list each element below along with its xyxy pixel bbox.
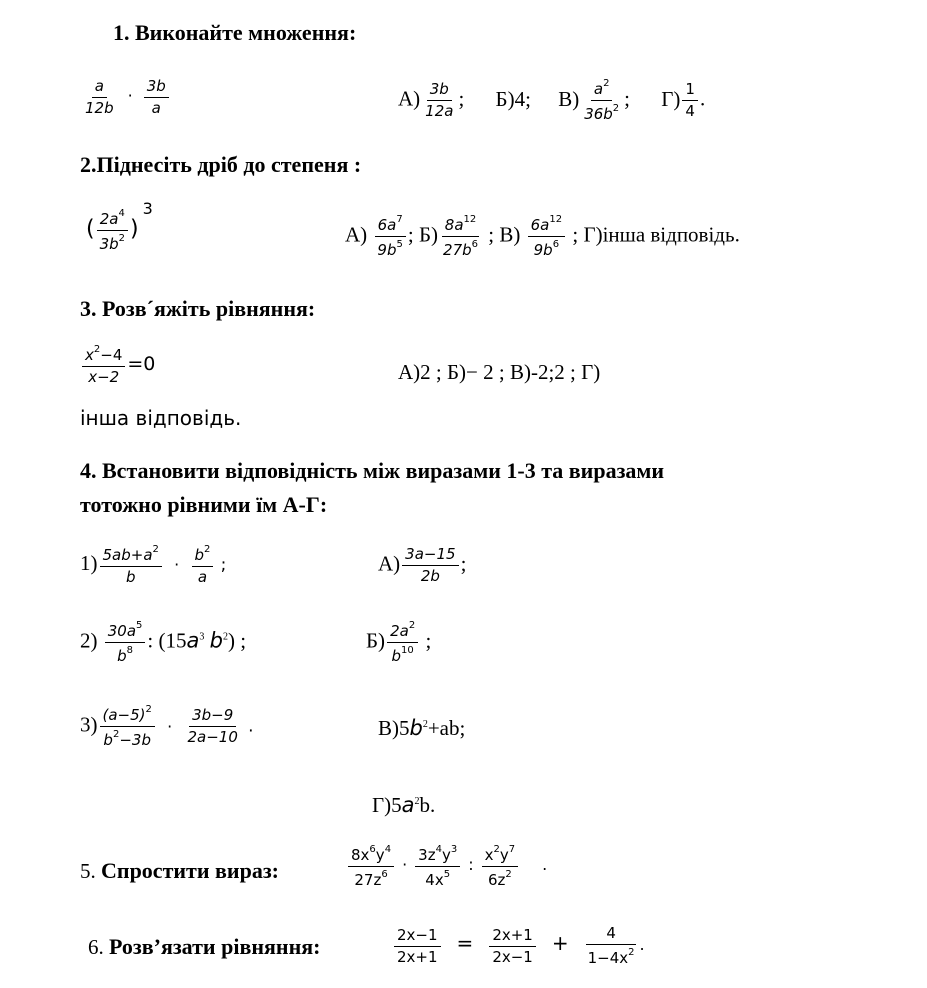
- q4-heading-line1: 4. Встановити відповідність між виразами 1-3 та виразами: [80, 458, 665, 483]
- q4-e1-fraction-2: $\frac{b^2}{a}$: [192, 544, 214, 587]
- q4-answer-b: Б) $\frac{2a^2}{b^{10}}$ ;: [366, 620, 432, 666]
- q4-answer-v: $В)5b^2+ab$;: [378, 716, 466, 740]
- q4-e3-fraction-1: $\frac{(a-5)^2}{b^2-3b}$: [100, 704, 155, 750]
- q3-options-continued: інша відповідь.: [80, 406, 242, 430]
- q6-fraction-3: $\frac{4}{1-4x^2}$: [587, 924, 635, 968]
- q1-fraction-1: $\frac{a}{12b}$: [85, 77, 114, 118]
- q4-answer-a: А) $\frac{3a-15}{2b}$ ;: [378, 545, 467, 586]
- q4-expression-2: 2) $\frac{30a^5}{b^8}$ : ($15a^3$ $b^2$) ;: [80, 620, 247, 666]
- q6-fraction-2: $\frac{2x+1}{2x-1}$: [489, 927, 536, 967]
- q4-expression-1: 1) $\frac{5ab+a^2}{b}$ · $\frac{b^2}{a}$ ;: [80, 544, 227, 587]
- q1-option-v-fraction: $\frac{a^2}{36b^2}$: [584, 78, 620, 124]
- q4-expression-3: 3) $\frac{(a-5)^2}{b^2-3b}$ · $\frac{3b-9}{2a-10}$ .: [80, 704, 254, 750]
- q1-options: А) $\frac{3b}{12a}$ ; Б)4; В) $\frac{a^2}{36b^2}$ ; Г) $\frac{1}{4}$ .: [398, 78, 706, 124]
- q3-fraction: $\frac{x^2-4}{x-2}$: [82, 344, 125, 387]
- q6-fraction-1: $\frac{2x-1}{2x+1}$: [394, 927, 441, 967]
- q2-heading: 2.Піднесіть дріб до степеня :: [80, 152, 362, 177]
- q1-fraction-2: $\frac{3b}{a}$: [144, 78, 169, 118]
- q1-heading: 1. Виконайте множення:: [113, 20, 357, 45]
- q2-expression: ( $\frac{2a^4}{3b^2}$ )$^3$: [86, 198, 153, 254]
- q1-option-a-fraction: $\frac{3b}{12a}$: [425, 80, 454, 121]
- q5-fraction-1: $\frac{8x^6y^4}{27z^6}$: [348, 844, 394, 890]
- q5-expression: $\frac{8x^6y^4}{27z^6}$ · $\frac{3z^4y^3}{4x^5}$ : $\frac{x^2y^7}{6z^2}$ .: [346, 844, 552, 890]
- q3-heading: 3. Розв´яжіть рівняння:: [80, 296, 316, 321]
- q2-option-v-fraction: $\frac{6a^{12}}{9b^6}$: [528, 214, 565, 260]
- q4-answer-a-fraction: $\frac{3a-15}{2b}$: [402, 546, 458, 586]
- q5-fraction-3: $\frac{x^2y^7}{6z^2}$: [482, 844, 519, 890]
- q2-option-a-fraction: $\frac{6a^7}{9b^5}$: [374, 214, 405, 260]
- q1-option-g-fraction: $\frac{1}{4}$: [682, 81, 698, 121]
- q4-answer-b-fraction: $\frac{2a^2}{b^{10}}$: [387, 620, 418, 666]
- q2-option-b-fraction: $\frac{8a^{12}}{27b^6}$: [443, 214, 479, 260]
- q6-expression: $\frac{2x-1}{2x+1}$ = $\frac{2x+1}{2x-1}$ + $\frac{4}{1-4x^2}$ .: [392, 925, 645, 968]
- q4-heading-line2: тотожно рівними їм А-Г:: [80, 492, 328, 517]
- q6-heading: 6. Розв’язати рівняння:: [88, 934, 321, 959]
- q1-expression: $\frac{a}{12b}$ · $\frac{3b}{a}$: [80, 78, 171, 118]
- q2-fraction: $\frac{2a^4}{3b^2}$: [97, 208, 128, 254]
- q5-heading: 5. Спростити вираз:: [80, 858, 279, 883]
- q3-expression: $\frac{x^2-4}{x-2}$ =0: [80, 344, 155, 387]
- q5-fraction-2: $\frac{3z^4y^3}{4x^5}$: [415, 844, 460, 890]
- q4-e2-fraction: $\frac{30a^5}{b^8}$: [105, 620, 146, 666]
- q4-e1-fraction-1: $\frac{5ab+a^2}{b}$: [100, 544, 162, 587]
- q3-options: А)2 ; Б)− 2 ; В)-2;2 ; Г): [398, 360, 601, 384]
- q4-answer-g: $Г)5a^2b$.: [372, 793, 436, 817]
- q4-e3-fraction-2: $\frac{3b-9}{2a-10}$: [187, 706, 238, 747]
- q2-options: А) $\frac{6a^7}{9b^5}$ ; Б) $\frac{8a^{12}}{27b^6}$ ; В) $\frac{6a^{12}}{9b^6}$ ; Г)інша відповідь.: [345, 214, 740, 260]
